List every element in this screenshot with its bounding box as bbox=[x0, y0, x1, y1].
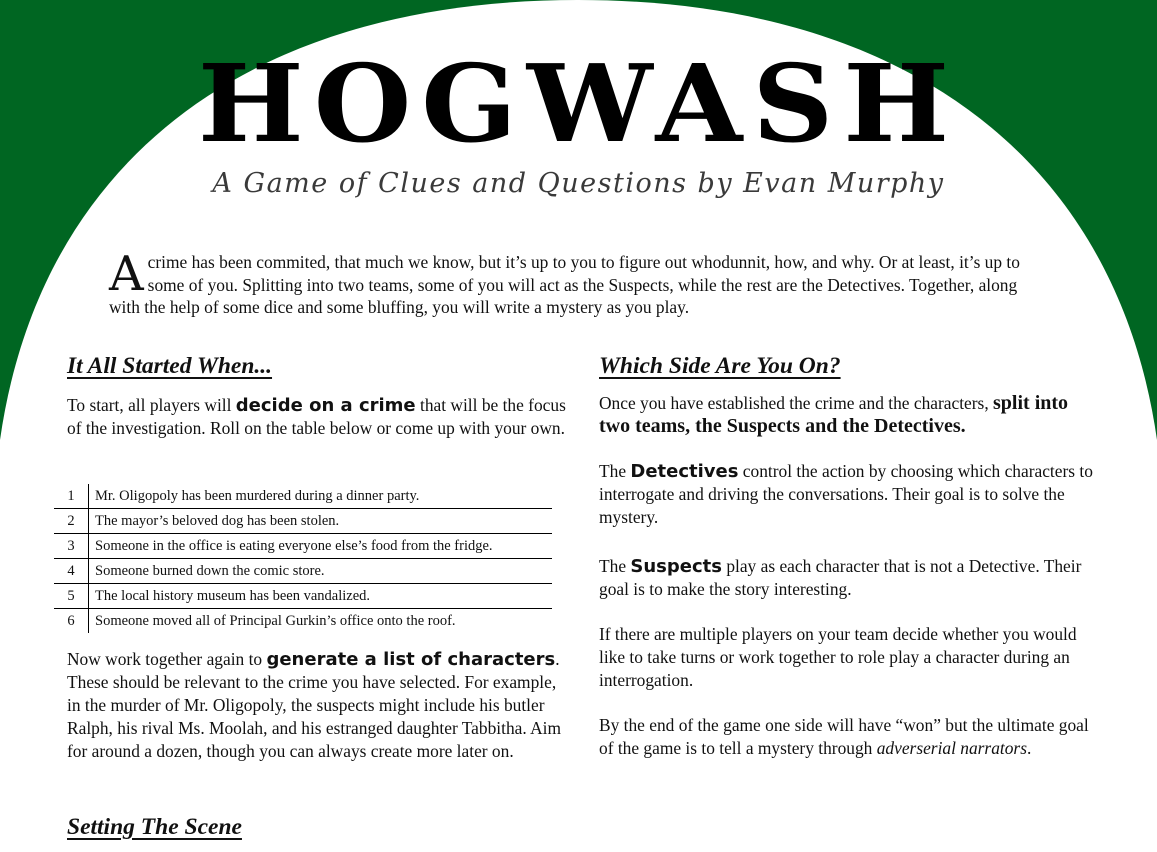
crime-text: Someone burned down the comic store. bbox=[95, 562, 325, 579]
detectives-paragraph bbox=[599, 460, 1099, 529]
characters-paragraph bbox=[67, 648, 567, 763]
crime-text: Someone moved all of Principal Gurkin’s office onto the roof. bbox=[95, 612, 456, 629]
crime-number: 1 bbox=[54, 484, 89, 509]
text-run: By the end of the game one side will have “won” but the ultimate goal of the game is to tell a mystery through bbox=[599, 715, 1089, 758]
table-row bbox=[54, 609, 552, 634]
crime-number: 2 bbox=[54, 509, 89, 534]
game-subtitle: A Game of Clues and Questions by Evan Murphy bbox=[212, 168, 945, 199]
table-row bbox=[54, 509, 552, 534]
suspects-paragraph bbox=[599, 555, 1099, 601]
emphasis-generate-characters: generate a list of characters bbox=[266, 649, 556, 670]
emphasis-split-teams: split into two teams, the Suspects and the Detectives. bbox=[599, 392, 1069, 437]
teams-paragraph bbox=[599, 392, 1099, 438]
text-run: Now work together again to bbox=[67, 649, 267, 669]
section-heading-setting-scene: Setting The Scene bbox=[67, 814, 242, 840]
intro-text: crime has been commited, that much we know, but it’s up to you to figure out whodunnit, how, and why. Or at least, it’s up to some of you. Splitting into two teams, some of you will act as the Suspects, while the rest are the Detectives. Together, along with the help of some dice and some bluffing, you will write a mystery as you play. bbox=[109, 252, 1020, 317]
crime-number: 3 bbox=[54, 534, 89, 559]
crime-text: The local history museum has been vandalized. bbox=[95, 587, 371, 604]
text-run: Once you have established the crime and the characters, bbox=[599, 393, 994, 413]
section-heading-it-all-started: It All Started When... bbox=[67, 353, 273, 379]
intro-paragraph bbox=[109, 246, 1029, 319]
text-run: . These should be relevant to the crime you have selected. For example, in the murder of Mr. Oligopoly, the suspects might include his butler Ralph, his rival Ms. Moolah, and his estranged daughter Tabbitha. Aim for around a dozen, though you can always create more later on. bbox=[67, 649, 562, 761]
left-column bbox=[67, 350, 567, 440]
table-row bbox=[54, 484, 552, 509]
table-row bbox=[54, 559, 552, 584]
drop-cap: A bbox=[109, 246, 144, 302]
text-run: To start, all players will bbox=[67, 395, 236, 415]
game-title: HOGWASH bbox=[197, 42, 960, 167]
crime-table bbox=[54, 484, 552, 633]
setting-scene-section bbox=[67, 811, 567, 843]
text-run: play as each character that is not a Detective. Their goal is to make the story interesting. bbox=[599, 556, 1082, 599]
characters-section bbox=[67, 648, 567, 763]
emphasis-adverserial-narrators: adverserial narrators bbox=[876, 738, 1027, 758]
crime-text: Mr. Oligopoly has been murdered during a dinner party. bbox=[95, 487, 420, 504]
table-row bbox=[54, 534, 552, 559]
crime-text: Someone in the office is eating everyone else’s food from the fridge. bbox=[95, 537, 493, 554]
text-run: that will be the focus of the investigation. Roll on the table below or come up with your own. bbox=[67, 395, 566, 438]
emphasis-decide-crime: decide on a crime bbox=[235, 395, 416, 416]
text-run: The bbox=[599, 556, 631, 576]
emphasis-suspects: Suspects bbox=[630, 556, 722, 577]
goal-paragraph bbox=[599, 714, 1099, 760]
crime-number: 6 bbox=[54, 609, 89, 634]
right-column bbox=[599, 350, 1099, 760]
crime-text: The mayor’s beloved dog has been stolen. bbox=[95, 512, 340, 529]
emphasis-detectives: Detectives bbox=[630, 461, 739, 482]
crime-number: 5 bbox=[54, 584, 89, 609]
text-run: control the action by choosing which characters to interrogate and driving the conversations. Their goal is to solve the mystery. bbox=[599, 461, 1093, 527]
table-row bbox=[54, 584, 552, 609]
section-heading-which-side: Which Side Are You On? bbox=[599, 353, 841, 379]
text-run: . bbox=[1026, 738, 1032, 758]
crime-number: 4 bbox=[54, 559, 89, 584]
team-roles-paragraph: If there are multiple players on your team decide whether you would like to take turns or work together to role play a character during an interrogation. bbox=[599, 624, 1077, 690]
crime-intro-paragraph bbox=[67, 394, 567, 440]
text-run: The bbox=[599, 461, 631, 481]
